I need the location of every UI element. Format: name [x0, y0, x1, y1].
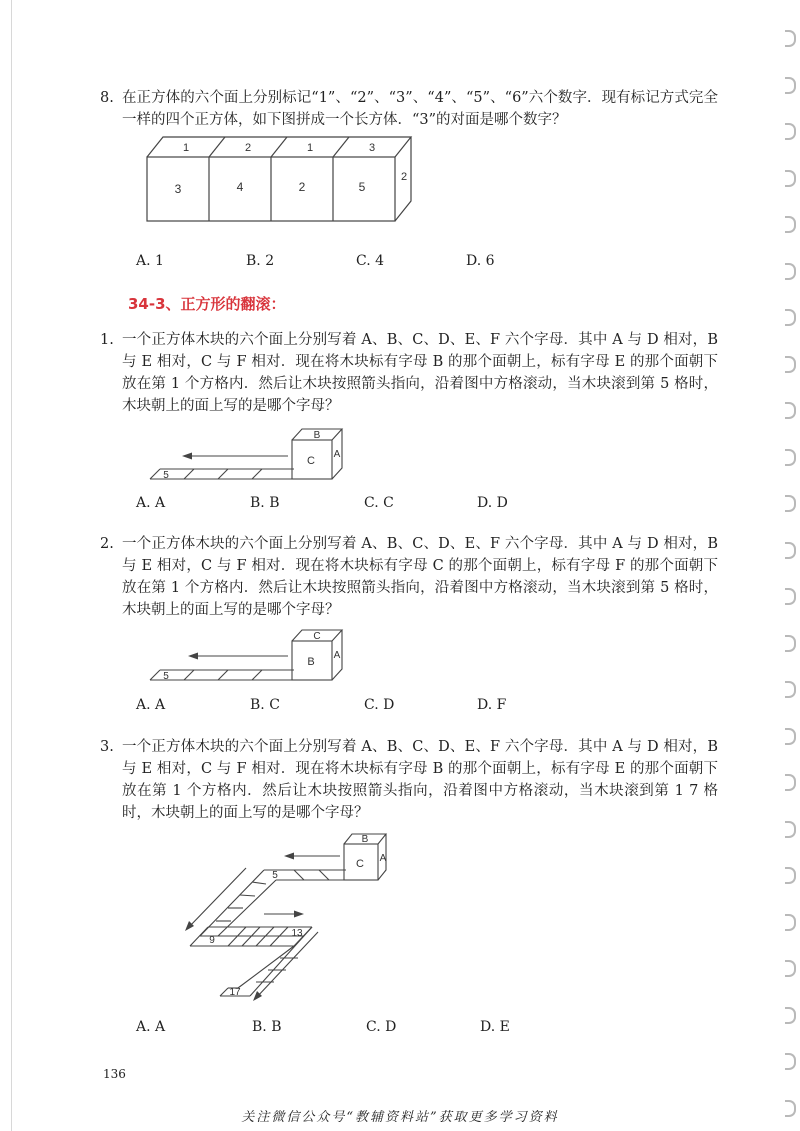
binder-ring — [785, 123, 796, 140]
q8-front-label: 4 — [236, 180, 244, 194]
section-title: 34-3、正方形的翻滚： — [128, 295, 286, 313]
binder-ring — [785, 821, 796, 838]
q8-front-label: 3 — [174, 182, 182, 196]
q2-cube-side: A — [333, 650, 341, 661]
q3-cube-top: B — [361, 834, 369, 845]
q8-cuboid-figure — [140, 132, 420, 228]
q3-cell-label: 17 — [229, 987, 241, 998]
binder-ring — [785, 542, 796, 559]
q1-option-d: D. D — [477, 495, 508, 511]
q8-front-label: 5 — [358, 180, 366, 194]
binder-ring — [785, 495, 796, 512]
binder-ring — [785, 960, 796, 977]
binder-ring — [785, 30, 796, 47]
q1-number: 1. — [100, 332, 114, 348]
q2-option-c: C. D — [364, 697, 395, 713]
q2-number: 2. — [100, 536, 114, 552]
q3-cell-label: 13 — [291, 928, 303, 939]
page-number: 136 — [103, 1067, 126, 1081]
binder-ring — [785, 681, 796, 698]
binder-ring — [785, 356, 796, 373]
q8-front-label: 2 — [298, 180, 306, 194]
q1-text: 一个正方体木块的六个面上分别写着 A、B、C、D、E、F 六个字母．其中 A 与 D 相对，B 与 E 相对，C 与 F 相对．现在将木块标有字母 B 的那个面朝上，标有字母 E 的那个面朝下放在第 1 个方格内．然后让木块按照箭头指向，沿着图中方格滚动，当木块滚到第 5 格时，木块朝上的面上写的是哪个字母？ — [122, 332, 718, 414]
q2-option-a: A. A — [136, 697, 166, 713]
q2-rolling-figure — [146, 624, 356, 686]
binder-ring — [785, 1053, 796, 1070]
binder-ring — [785, 77, 796, 94]
q1-cube-top: B — [313, 430, 321, 441]
q8-option-a: A. 1 — [136, 253, 164, 269]
q3-cell-label: 9 — [209, 935, 215, 946]
binder-ring — [785, 914, 796, 931]
q3-option-c: C. D — [366, 1019, 397, 1035]
q1-cube-side: A — [333, 449, 341, 460]
q8-top-label: 1 — [306, 142, 314, 154]
binder-ring — [785, 588, 796, 605]
q8-top-label: 1 — [182, 142, 190, 154]
binder-ring — [785, 867, 796, 884]
binder-ring — [785, 402, 796, 419]
q8-number: 8. — [100, 90, 114, 106]
q3-option-b: B. B — [252, 1019, 282, 1035]
q1-option-c: C. C — [364, 495, 394, 511]
q3-rolling-figure — [180, 828, 400, 1003]
q3-text: 一个正方体木块的六个面上分别写着 A、B、C、D、E、F 六个字母．其中 A 与 D 相对，B 与 E 相对，C 与 F 相对．现在将木块标有字母 B 的那个面朝上，标有字母 E 的那个面朝下放在第 1 个方格内．然后让木块按照箭头指向，沿着图中方格滚动，当木块滚到第 1 7 格时，木块朝上的面上写的是哪个字母？ — [122, 739, 718, 821]
q2-cell-label: 5 — [163, 671, 169, 682]
binder-ring — [785, 170, 796, 187]
q2-option-b: B. C — [250, 697, 280, 713]
q1-option-b: B. B — [250, 495, 280, 511]
q1-option-a: A. A — [136, 495, 166, 511]
binder-ring — [785, 1007, 796, 1024]
q1-cube-front: C — [307, 455, 315, 467]
q8-top-label: 3 — [368, 142, 376, 154]
q8-option-d: D. 6 — [466, 253, 495, 269]
binder-ring — [785, 216, 796, 233]
page-edge — [11, 0, 12, 1131]
binder-ring — [785, 635, 796, 652]
q3-cube-side: A — [379, 853, 387, 864]
q1-rolling-figure — [146, 423, 356, 485]
binder-ring — [785, 449, 796, 466]
binder-ring — [785, 728, 796, 745]
q3-number: 3. — [100, 739, 114, 755]
q2-text: 一个正方体木块的六个面上分别写着 A、B、C、D、E、F 六个字母．其中 A 与 D 相对，B 与 E 相对，C 与 F 相对．现在将木块标有字母 C 的那个面朝上，标有字母 F 的那个面朝下放在第 1 个方格内．然后让木块按照箭头指向，沿着图中方格滚动，当木块滚到第 5 格时，木块朝上的面上写的是哪个字母？ — [122, 536, 718, 618]
footer-note: 关注微信公众号“教辅资料站”获取更多学习资料 — [241, 1110, 559, 1125]
q1-cell-label: 5 — [163, 470, 169, 481]
q2-cube-top: C — [313, 631, 321, 642]
q3-option-d: D. E — [480, 1019, 510, 1035]
q2-cube-front: B — [307, 656, 315, 668]
q8-side-label: 2 — [400, 171, 408, 183]
q8-text: 在正方体的六个面上分别标记“1”、“2”、“3”、“4”、“5”、“6”六个数字．现有标记方式完全一样的四个正方体，如下图拼成一个长方体．“3”的对面是哪个数字？ — [122, 90, 718, 128]
q3-cell-label: 5 — [272, 870, 278, 881]
binder-ring — [785, 263, 796, 280]
q3-cube-front: C — [356, 858, 364, 870]
q8-top-label: 2 — [244, 142, 252, 154]
q2-option-d: D. F — [477, 697, 507, 713]
q8-option-b: B. 2 — [246, 253, 275, 269]
q3-option-a: A. A — [136, 1019, 166, 1035]
binder-ring — [785, 309, 796, 326]
q8-option-c: C. 4 — [356, 253, 385, 269]
binder-ring — [785, 774, 796, 791]
binder-rings — [770, 0, 800, 1131]
